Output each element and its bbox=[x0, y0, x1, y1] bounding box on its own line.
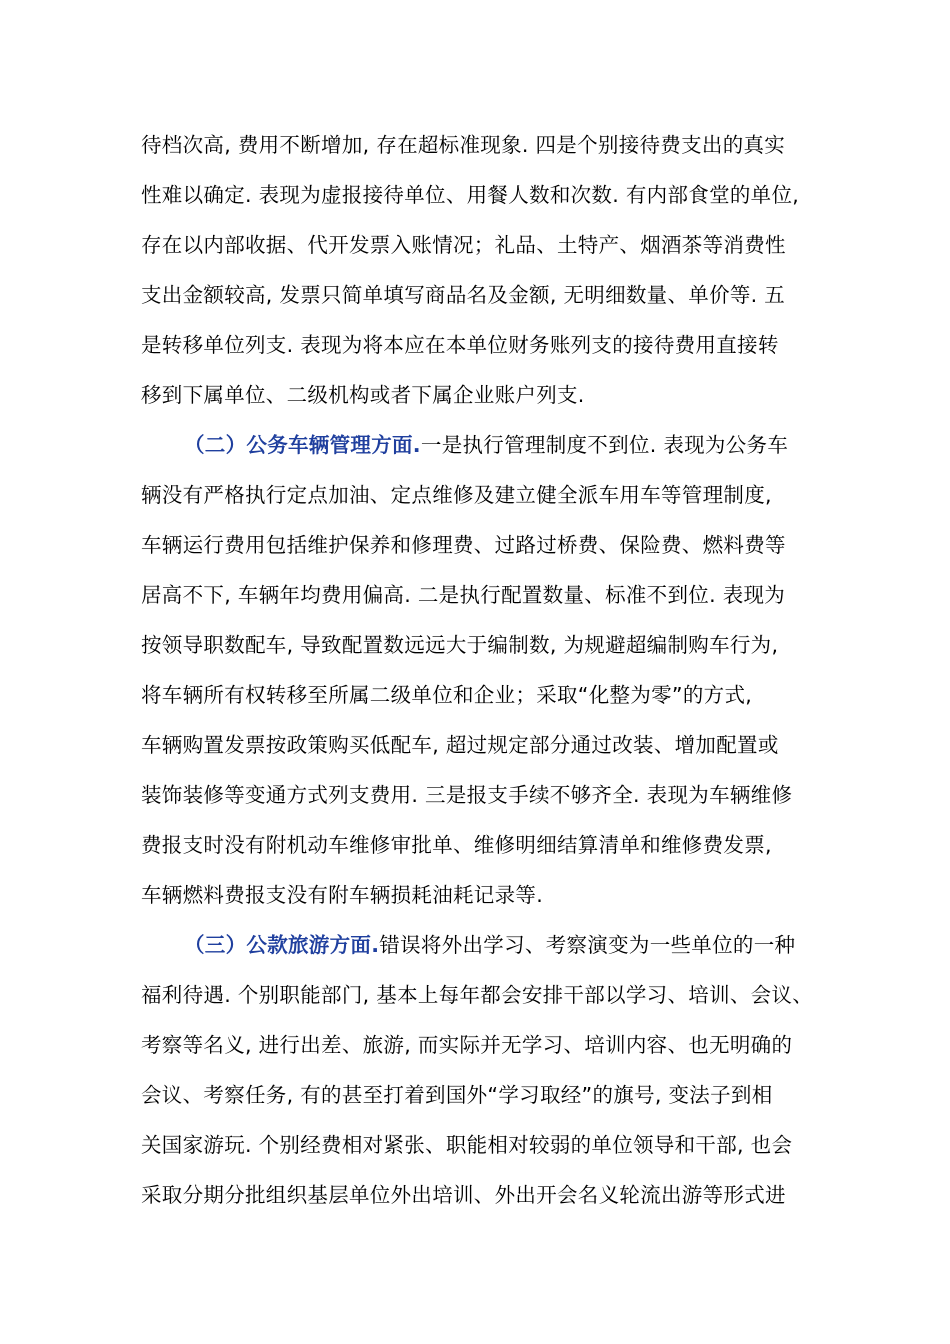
text-line: 费报支时没有附机动车维修审批单、维修明细结算清单和维修费发票, bbox=[141, 833, 772, 857]
text-line: 支出金额较高, 发票只简单填写商品名及金额, 无明细数量、单价等. 五 bbox=[141, 283, 786, 307]
text-line: 居高不下, 车辆年均费用偏高. 二是执行配置数量、标准不到位. 表现为 bbox=[141, 583, 786, 607]
paragraph-hospitality-continued bbox=[141, 120, 811, 420]
paragraph-public-travel bbox=[141, 920, 814, 1220]
text-line: 采取分期分批组织基层单位外出培训、外出开会名义轮流出游等形式进 bbox=[141, 1183, 786, 1207]
paragraph-official-vehicles bbox=[141, 420, 811, 920]
text-line-rest: 一是执行管理制度不到位. 表现为公务车 bbox=[420, 433, 789, 457]
text-line: 车辆燃料费报支没有附车辆损耗油耗记录等. bbox=[141, 883, 544, 907]
text-line: 待档次高, 费用不断增加, 存在超标准现象. 四是个别接待费支出的真实 bbox=[141, 133, 786, 157]
text-line: 装饰装修等变通方式列支费用. 三是报支手续不够齐全. 表现为车辆维修 bbox=[141, 783, 793, 807]
text-line: 是转移单位列支. 表现为将本应在本单位财务账列支的接待费用直接转 bbox=[141, 333, 779, 357]
text-line: 按领导职数配车, 导致配置数远远大于编制数, 为规避超编制购车行为, bbox=[141, 633, 779, 657]
text-line bbox=[141, 920, 811, 970]
text-line: 存在以内部收据、代开发票入账情况；礼品、土特产、烟酒茶等消费性 bbox=[141, 233, 786, 257]
text-line: 将车辆所有权转移至所属二级单位和企业；采取“化整为零”的方式, bbox=[141, 683, 753, 707]
text-line: 会议、考察任务, 有的甚至打着到国外“学习取经”的旗号, 变法子到相 bbox=[141, 1083, 773, 1107]
text-line bbox=[141, 420, 811, 470]
section-heading-vehicles: （二）公务车辆管理方面. bbox=[184, 433, 421, 457]
text-line: 车辆购置发票按政策购买低配车, 超过规定部分通过改装、增加配置或 bbox=[141, 733, 779, 757]
text-line: 关国家游玩. 个别经费相对紧张、职能相对较弱的单位领导和干部, 也会 bbox=[141, 1133, 793, 1157]
text-line: 车辆运行费用包括维护保养和修理费、过路过桥费、保险费、燃料费等 bbox=[141, 533, 786, 557]
text-line: 移到下属单位、二级机构或者下属企业账户列支. bbox=[141, 383, 585, 407]
text-line: 辆没有严格执行定点加油、定点维修及建立健全派车用车等管理制度, bbox=[141, 483, 772, 507]
text-line: 性难以确定. 表现为虚报接待单位、用餐人数和次数. 有内部食堂的单位, bbox=[141, 183, 800, 207]
section-heading-travel: （三）公款旅游方面. bbox=[184, 933, 380, 957]
text-line: 福利待遇. 个别职能部门, 基本上每年都会安排干部以学习、培训、会议、 bbox=[141, 983, 814, 1007]
document-body bbox=[141, 120, 814, 1220]
text-line-rest: 错误将外出学习、考察演变为一些单位的一种 bbox=[379, 933, 796, 957]
text-line: 考察等名义, 进行出差、旅游, 而实际并无学习、培训内容、也无明确的 bbox=[141, 1033, 793, 1057]
